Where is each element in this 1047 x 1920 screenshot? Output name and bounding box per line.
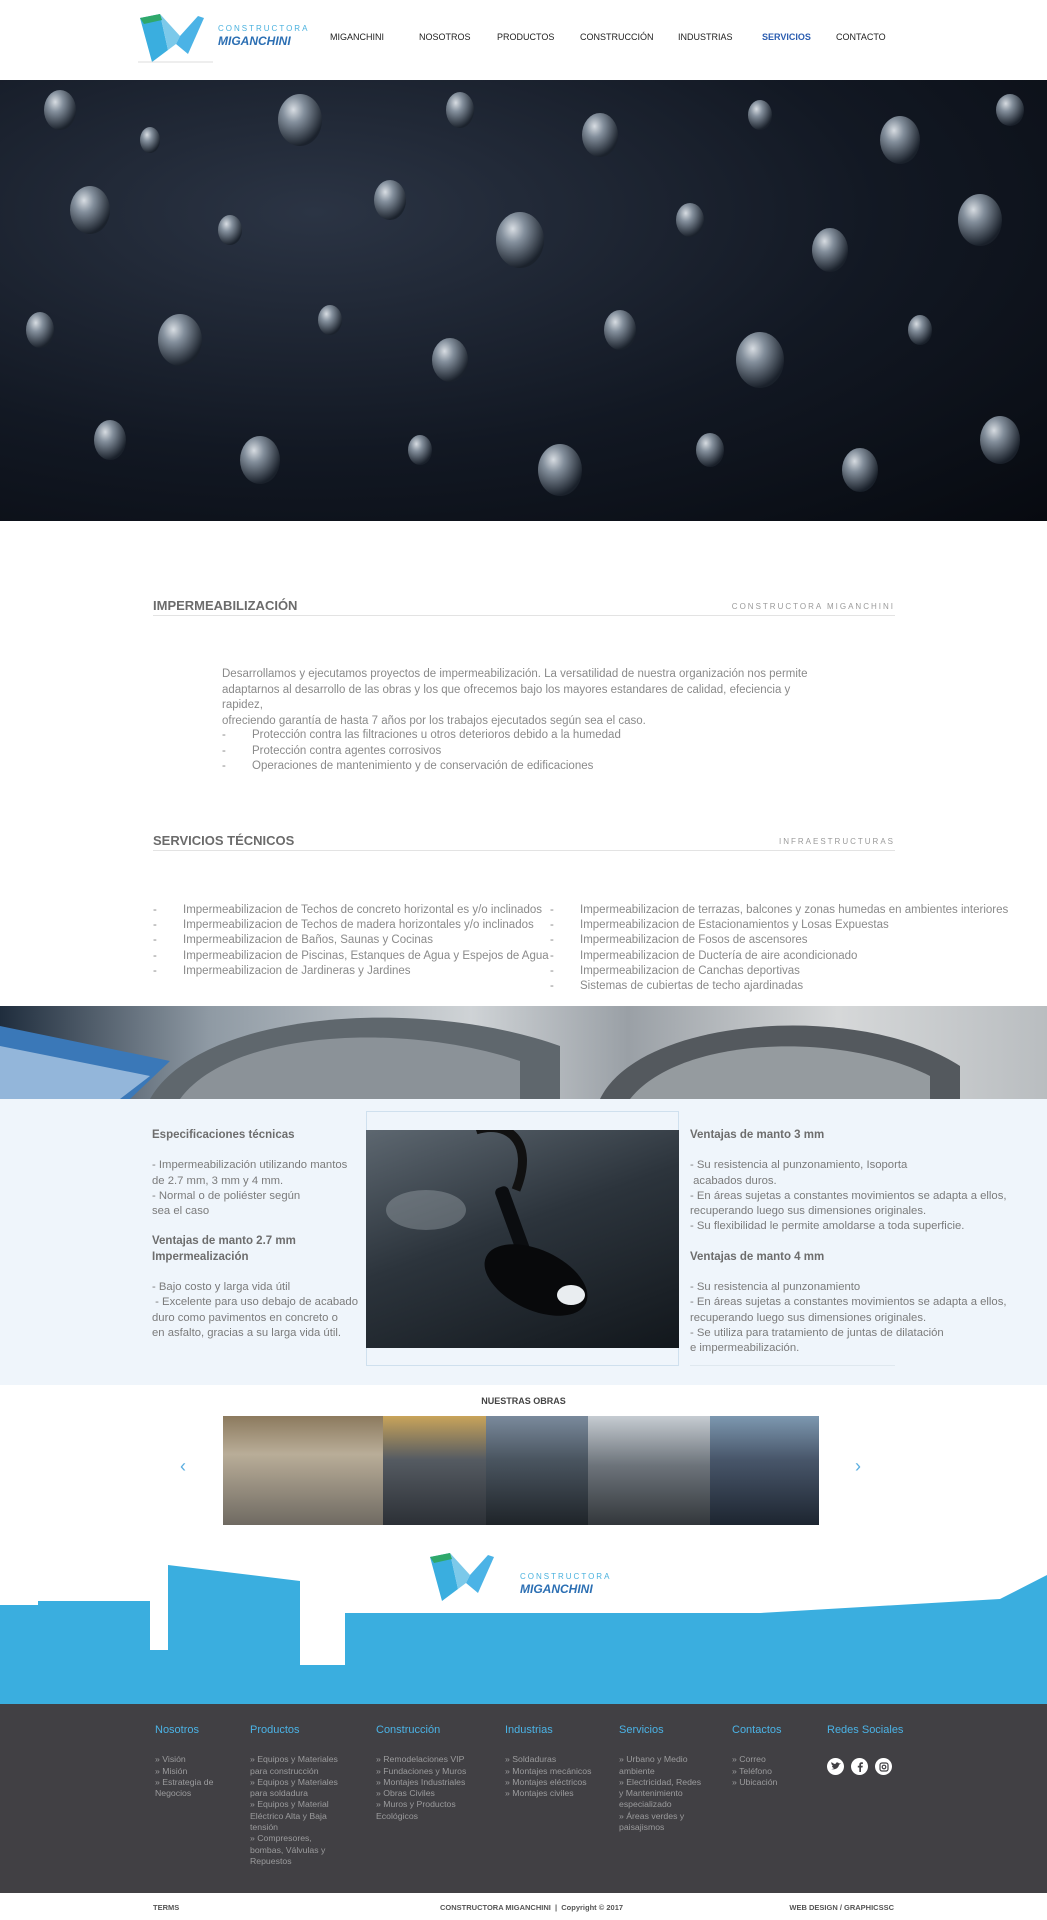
brand-tagline: CONSTRUCTORA	[520, 1572, 612, 1581]
list-item: - Sistemas de cubiertas de techo ajardinadas	[550, 980, 804, 993]
footer-link[interactable]: » Equipos y Material	[250, 1799, 329, 1810]
specs-right-column	[690, 1128, 1020, 1357]
footer-link[interactable]: tensión	[250, 1822, 279, 1833]
twitter-icon[interactable]	[827, 1758, 844, 1775]
spec-line: - Normal o de poliéster según	[152, 1189, 301, 1202]
footer-link[interactable]: » Muros y Productos	[376, 1799, 456, 1810]
spec-line: - Bajo costo y larga vida útil	[152, 1281, 291, 1294]
list-item: - Protección contra las filtraciones u otros deterioros debido a la humedad	[222, 729, 621, 741]
social-links	[827, 1758, 899, 1775]
roller-image	[366, 1130, 679, 1348]
list-item: - Impermeabilizacion de Canchas deportivas	[550, 964, 800, 977]
footer-link[interactable]: » Montajes eléctricos	[505, 1776, 587, 1787]
section-tag: CONSTRUCTORA MIGANCHINI	[731, 602, 895, 611]
bottom-bar	[0, 1893, 1047, 1920]
list-item: - Impermeabilizacion de Baños, Saunas y Cocinas	[153, 934, 433, 947]
logo-mark-icon	[420, 1545, 510, 1607]
obras-gallery	[223, 1416, 819, 1525]
footer-link[interactable]: Repuestos	[250, 1855, 292, 1866]
footer-link[interactable]: bombas, Válvulas y	[250, 1844, 326, 1855]
footer-link[interactable]: Ecológicos	[376, 1810, 419, 1821]
membrane-rolls-illustration	[0, 1006, 1047, 1099]
gallery-image[interactable]	[383, 1416, 486, 1525]
footer-col-nosotros	[155, 1725, 235, 1799]
intro-line: Desarrollamos y ejecutamos proyectos de impermeabilización. La versatilidad de nuestra organización nos permite	[222, 668, 808, 680]
footer-link[interactable]: Negocios	[155, 1788, 192, 1799]
footer-col-servicios	[619, 1725, 714, 1833]
section-title: IMPERMEABILIZACIÓN	[153, 598, 298, 613]
spec-line: - Su resistencia al punzonamiento	[690, 1281, 861, 1294]
nav-productos[interactable]: PRODUCTOS	[497, 32, 555, 42]
terms-link[interactable]: TERMS	[153, 1903, 180, 1912]
specs-subtitle: Ventajas de manto 4 mm	[690, 1250, 825, 1263]
spec-line: sea el caso	[152, 1205, 210, 1218]
footer-link[interactable]: » Misión	[155, 1765, 188, 1776]
membrane-rolls-banner	[0, 1006, 1047, 1099]
main-nav	[330, 32, 886, 42]
header	[0, 0, 1047, 80]
spec-line: en asfalto, gracias a su larga vida útil.	[152, 1326, 342, 1339]
list-item: - Impermeabilizacion de Jardineras y Jardines	[153, 964, 411, 977]
footer-link[interactable]: » Correo	[732, 1754, 766, 1765]
footer-heading: Nosotros	[155, 1724, 200, 1736]
spec-line: duro como pavimentos en concreto o	[152, 1311, 338, 1324]
brand-logo[interactable]	[138, 10, 318, 70]
nav-construccion[interactable]: CONSTRUCCIÓN	[580, 32, 654, 42]
obras-title: NUESTRAS OBRAS	[481, 1396, 566, 1406]
footer-link[interactable]: » Ubicación	[732, 1776, 778, 1787]
spec-line: e impermeabilización.	[690, 1342, 800, 1355]
footer-heading: Contactos	[732, 1724, 782, 1736]
intro-line: adaptarnos al desarrollo de las obras y los que ofrecemos bajo los mayores estandares de calidad, efeciencia y rapidez,	[222, 683, 791, 711]
footer-link[interactable]: » Visión	[155, 1754, 186, 1765]
brand-name: MIGANCHINI	[218, 34, 291, 48]
hero-image	[0, 80, 1047, 521]
footer-link[interactable]: » Montajes Industriales	[376, 1776, 466, 1787]
footer-col-productos	[250, 1725, 350, 1867]
water-drops-illustration	[0, 80, 1047, 521]
section-servicios-header	[153, 833, 895, 851]
spec-line: - Se utiliza para tratamiento de juntas de dilatación	[690, 1326, 944, 1339]
web-design-credit[interactable]: WEB DESIGN / GRAPHICSSC	[789, 1903, 894, 1912]
spec-line: recuperando luego sus dimensiones originales.	[690, 1311, 927, 1324]
brand-tagline: CONSTRUCTORA	[218, 24, 310, 33]
footer-link[interactable]: » Estrategia de	[155, 1776, 214, 1787]
spec-line: - En áreas sujetas a constantes movimientos se adapta a ellos,	[690, 1296, 1007, 1309]
gallery-image[interactable]	[588, 1416, 710, 1525]
gallery-next-button[interactable]: ›	[855, 1456, 861, 1476]
gallery-prev-button[interactable]: ‹	[180, 1456, 186, 1476]
gallery-image[interactable]	[223, 1416, 383, 1525]
nav-contacto[interactable]: CONTACTO	[836, 32, 886, 42]
footer-link[interactable]: » Compresores,	[250, 1833, 312, 1844]
footer-col-industrias	[505, 1725, 605, 1799]
list-item: - Impermeabilizacion de Ductería de aire acondicionado	[550, 949, 858, 962]
footer-heading: Industrias	[505, 1724, 553, 1736]
footer-link[interactable]: ambiente	[619, 1765, 655, 1776]
footer-link[interactable]: » Obras Civiles	[376, 1788, 435, 1799]
footer-link[interactable]: paisajismos	[619, 1822, 665, 1833]
specs-subtitle: Ventajas de manto 2.7 mm	[152, 1235, 296, 1248]
paint-roller-illustration	[366, 1130, 679, 1348]
section-title: SERVICIOS TÉCNICOS	[153, 833, 295, 848]
footer-link[interactable]: » Montajes civiles	[505, 1788, 574, 1799]
footer-link[interactable]: » Teléfono	[732, 1765, 772, 1776]
spec-line: recuperando luego sus dimensiones originales.	[690, 1205, 927, 1218]
spec-line: - Su resistencia al punzonamiento, Isoporta	[690, 1159, 908, 1172]
instagram-icon[interactable]	[875, 1758, 892, 1775]
footer-col-redes	[827, 1725, 927, 1754]
facebook-icon[interactable]	[851, 1758, 868, 1775]
footer-col-construccion	[376, 1725, 486, 1822]
copyright-text: CONSTRUCTORA MIGANCHINI | Copyright © 2017	[440, 1903, 624, 1912]
footer-heading: Servicios	[619, 1724, 664, 1736]
specs-left-column	[152, 1128, 357, 1341]
section-tag: INFRAESTRUCTURAS	[778, 837, 895, 846]
intro-line: ofreciendo garantía de hasta 7 años por los trabajos ejecutados según sea el caso.	[222, 714, 646, 727]
spec-line: - Su flexibilidad le permite amoldarse a toda superficie.	[690, 1220, 965, 1233]
footer-link[interactable]: y Mantenimiento	[619, 1788, 683, 1799]
specs-title: Especificaciones técnicas	[152, 1129, 295, 1141]
list-item: - Impermeabilizacion de Piscinas, Estanques de Agua y Espejos de Agua	[153, 949, 549, 962]
services-list-left	[153, 903, 549, 979]
footer-link[interactable]: » Áreas verdes y	[619, 1810, 685, 1821]
footer-link[interactable]: para soldadura	[250, 1788, 308, 1799]
footer-heading: Construcción	[376, 1724, 441, 1736]
footer-heading: Redes Sociales	[827, 1724, 904, 1736]
list-item: - Protección contra agentes corrosivos	[222, 744, 442, 757]
brand-name: MIGANCHINI	[520, 1582, 593, 1596]
nav-miganchini[interactable]: MIGANCHINI	[330, 32, 384, 42]
footer-link[interactable]: » Montajes mecánicos	[505, 1765, 592, 1776]
benefits-list	[222, 728, 621, 775]
footer-link[interactable]: » Soldaduras	[505, 1754, 557, 1765]
list-item: - Operaciones de mantenimiento y de conservación de edificaciones	[222, 760, 594, 772]
spec-line: - Excelente para uso debajo de acabado	[152, 1296, 359, 1309]
spec-line: acabados duros.	[690, 1174, 777, 1187]
footer-link[interactable]: » Equipos y Materiales	[250, 1776, 338, 1787]
divider	[690, 1365, 895, 1366]
logo-mark-icon	[138, 10, 213, 65]
footer-link[interactable]: para construcción	[250, 1765, 319, 1776]
footer-link[interactable]: Eléctrico Alta y Baja	[250, 1810, 327, 1821]
footer-logo[interactable]	[420, 1545, 640, 1607]
footer-link[interactable]: » Electricidad, Redes	[619, 1776, 702, 1787]
gallery-image[interactable]	[710, 1416, 819, 1525]
footer-link[interactable]: » Equipos y Materiales	[250, 1754, 338, 1765]
list-item: - Impermeabilizacion de Fosos de ascensores	[550, 934, 808, 947]
footer-link[interactable]: » Urbano y Medio	[619, 1754, 688, 1765]
list-item: - Impermeabilizacion de Techos de madera horizontales y/o inclinados	[153, 919, 534, 932]
gallery-image[interactable]	[486, 1416, 588, 1525]
footer-link[interactable]: » Fundaciones y Muros	[376, 1765, 467, 1776]
section-impermeabilizacion-header	[153, 598, 895, 616]
footer-link[interactable]: » Remodelaciones VIP	[376, 1754, 465, 1765]
nav-nosotros[interactable]: NOSOTROS	[419, 32, 471, 42]
footer-heading: Productos	[250, 1724, 300, 1736]
nav-servicios[interactable]: SERVICIOS	[762, 32, 811, 42]
footer-link[interactable]: especializado	[619, 1799, 672, 1810]
spec-line: - En áreas sujetas a constantes movimientos se adapta a ellos,	[690, 1189, 1007, 1202]
footer-col-contactos	[732, 1725, 812, 1788]
nav-industrias[interactable]: INDUSTRIAS	[678, 32, 733, 42]
list-item: - Impermeabilizacion de terrazas, balcones y zonas humedas en ambientes interiores	[550, 904, 1009, 916]
list-item: - Impermeabilizacion de Estacionamientos y Losas Expuestas	[550, 919, 889, 932]
specs-subtitle: Ventajas de manto 3 mm	[690, 1129, 825, 1141]
spec-line: de 2.7 mm, 3 mm y 4 mm.	[152, 1174, 284, 1187]
intro-paragraph	[222, 667, 822, 729]
specs-subtitle: Impermealización	[152, 1250, 249, 1263]
services-list-right	[550, 903, 1008, 994]
list-item: - Impermeabilizacion de Techos de concreto horizontal es y/o inclinados	[153, 904, 543, 916]
spec-line: - Impermeabilización utilizando mantos	[152, 1159, 348, 1172]
